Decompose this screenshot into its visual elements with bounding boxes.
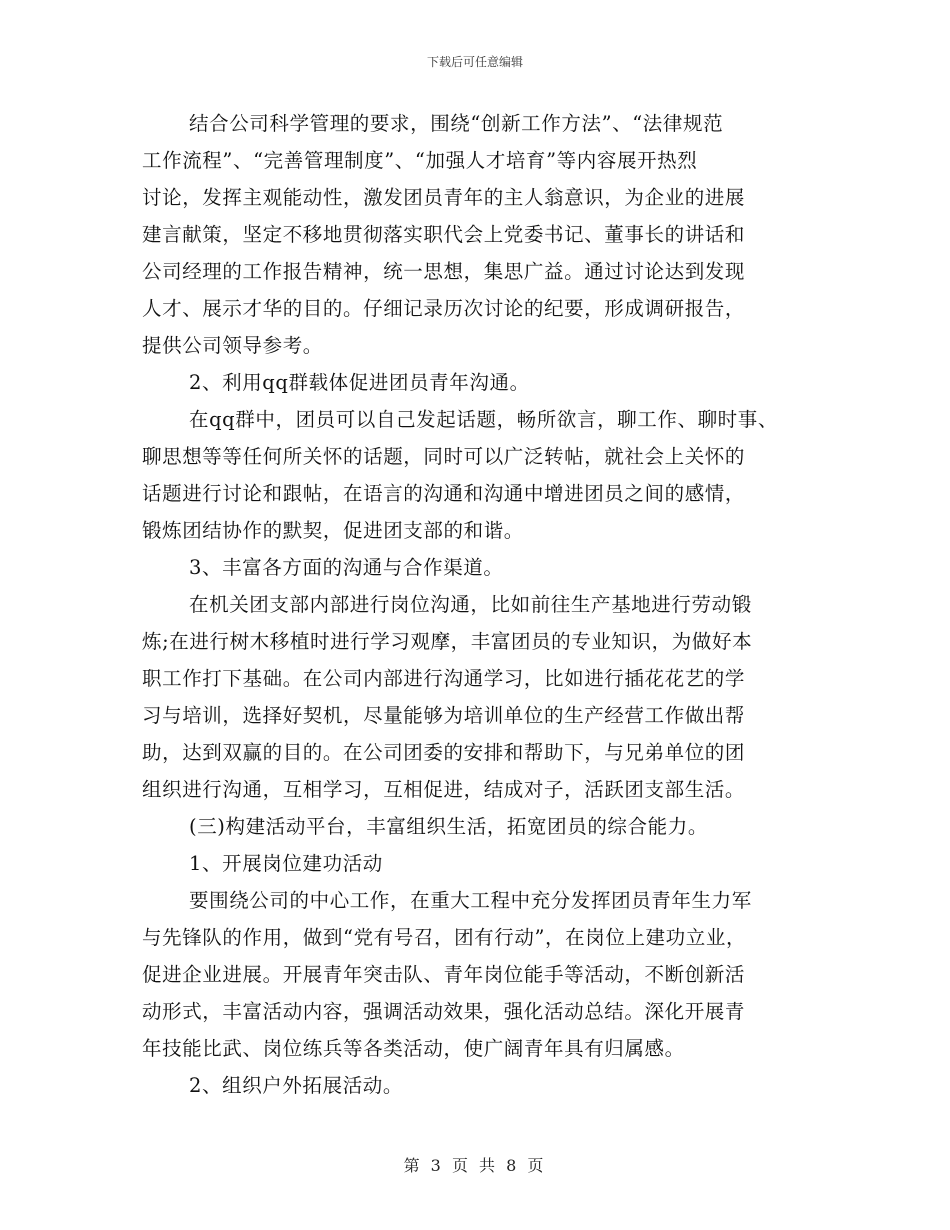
paragraph-line: 结合公司科学管理的要求，围绕“创新工作方法”、“法律规范 [189,112,724,135]
paragraph-line: 年技能比武、岗位练兵等各类活动，使广阔青年具有归属感。 [142,1037,685,1060]
paragraph-line: 在机关团支部内部进行岗位沟通，比如前往生产基地进行劳动锻 [189,593,752,616]
paragraph-line: 人才、展示才华的目的。仔细记录历次讨论的纪要，形成调研报告， [142,297,746,320]
paragraph-line: 工作流程”、“完善管理制度”、“加强人才培育”等内容展开热烈 [142,149,698,172]
page-header: 下载后可任意编辑 [426,55,523,69]
paragraph-line: 讨论，发挥主观能动性，激发团员青年的主人翁意识，为企业的进展 [142,186,746,209]
paragraph-line: 习与培训，选择好契机，尽量能够为培训单位的生产经营工作做出帮 [142,704,746,727]
paragraph-line: 动形式，丰富活动内容，强调活动效果，强化活动总结。深化开展青 [142,1000,746,1023]
paragraph-line: 炼;在进行树木移植时进行学习观摩，丰富团员的专业知识，为做好本 [142,630,753,653]
section-heading: 1、开展岗位建功活动 [189,852,383,875]
document-body [142,105,778,1104]
paragraph-line: 组织进行沟通，互相学习，互相促进，结成对子，活跃团支部生活。 [142,778,746,801]
paragraph-line: 提供公司领导参考。 [142,334,323,357]
paragraph-line: 公司经理的工作报告精神，统一思想，集思广益。通过讨论达到发现 [142,260,746,283]
paragraph-line: 在qq群中，团员可以自己发起话题，畅所欲言，聊工作、聊时事、 [189,408,778,431]
paragraph-line: 要围绕公司的中心工作，在重大工程中充分发挥团员青年生力军 [189,889,752,912]
section-heading: 2、利用qq群载体促进团员青年沟通。 [189,371,530,394]
paragraph-line: 锻炼团结协作的默契，促进团支部的和谐。 [142,519,524,542]
section-heading: (三)构建活动平台，丰富组织生活，拓宽团员的综合能力。 [189,815,708,838]
paragraph-line: 话题进行讨论和跟帖，在语言的沟通和沟通中增进团员之间的感情， [142,482,746,505]
paragraph-line: 助，达到双赢的目的。在公司团委的安排和帮助下，与兄弟单位的团 [142,741,746,764]
paragraph-line: 促进企业进展。开展青年突击队、青年岗位能手等活动，不断创新活 [142,963,746,986]
section-heading: 2、组织户外拓展活动。 [189,1074,404,1097]
paragraph-line: 建言献策，坚定不移地贯彻落实职代会上党委书记、董事长的讲话和 [142,223,746,246]
paragraph-line: 职工作打下基础。在公司内部进行沟通学习，比如进行插花花艺的学 [142,667,746,690]
section-heading: 3、丰富各方面的沟通与合作渠道。 [189,556,504,579]
paragraph-line: 聊思想等等任何所关怀的话题，同时可以广泛转帖，就社会上关怀的 [142,445,746,468]
page-footer: 第 3 页 共 8 页 [403,1156,547,1175]
paragraph-line: 与先锋队的作用，做到“党有号召，团有行动”，在岗位上建功立业， [142,926,747,949]
